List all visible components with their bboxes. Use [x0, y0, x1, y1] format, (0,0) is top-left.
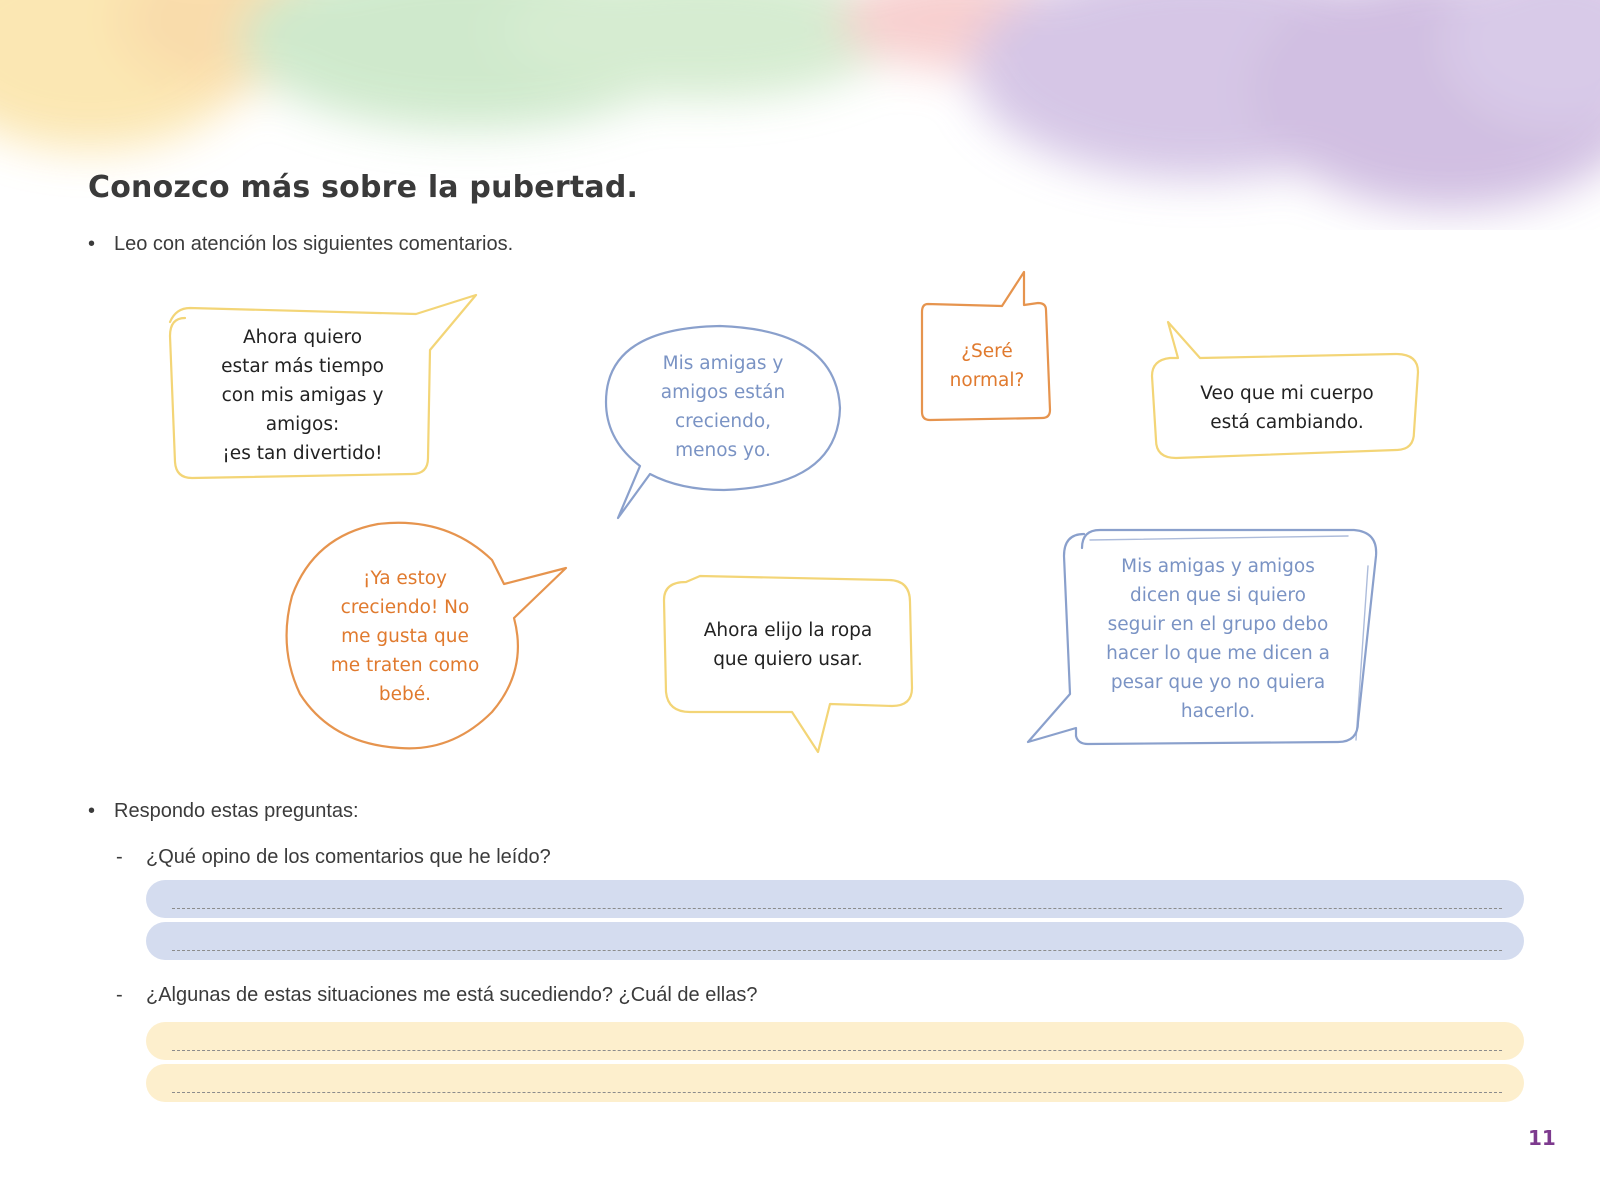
comment-line: creciendo, — [674, 411, 772, 432]
comment-bubble-1 — [180, 318, 425, 473]
comment-line: hacer lo que me dicen a — [1106, 643, 1330, 664]
comment-line: Mis amigas y amigos — [1121, 556, 1315, 577]
bullet-dot: • — [88, 800, 96, 822]
comment-line: está cambiando. — [1210, 412, 1364, 433]
comment-line: estar más tiempo — [221, 356, 384, 377]
comment-bubble-2 — [616, 340, 830, 474]
instruction-read-text: Leo con atención los siguientes comentarios. — [114, 233, 514, 255]
comment-line: bebé. — [378, 683, 432, 705]
comment-line: dicen que si quiero — [1130, 585, 1306, 606]
question-2 — [116, 984, 757, 1007]
question-1-text: ¿Qué opino de los comentarios que he leído? — [146, 846, 551, 868]
comment-line: hacerlo. — [1180, 701, 1256, 722]
question-1 — [116, 846, 551, 869]
comment-line: me gusta que — [341, 625, 469, 647]
comment-line: que quiero usar. — [713, 649, 863, 670]
comment-bubble-5 — [300, 552, 510, 720]
question-dash: - — [116, 846, 123, 868]
comment-line: amigos están — [660, 382, 786, 403]
answer-line-1a[interactable] — [146, 880, 1524, 918]
comment-line: ¿Seré — [961, 341, 1013, 362]
bullet-dot: • — [88, 233, 96, 255]
comment-line: normal? — [949, 370, 1025, 391]
comment-line: Mis amigas y — [662, 353, 784, 374]
page-title: Conozco más sobre la pubertad. — [88, 170, 639, 205]
page-number: 11 — [1528, 1126, 1556, 1150]
comment-line: amigos: — [265, 414, 340, 435]
question-2-text: ¿Algunas de estas situaciones me está sucediendo? ¿Cuál de ellas? — [146, 984, 758, 1006]
comment-bubble-6 — [670, 590, 906, 700]
comment-line: con mis amigas y — [221, 385, 384, 406]
answer-line-2b[interactable] — [146, 1064, 1524, 1102]
comment-line: menos yo. — [675, 440, 771, 461]
comment-line: pesar que yo no quiera — [1110, 672, 1326, 693]
comment-line: Ahora quiero — [242, 327, 363, 348]
instruction-answer-text: Respondo estas preguntas: — [114, 800, 359, 822]
answer-dashed-rule — [172, 908, 1502, 909]
comment-line: creciendo! No — [340, 596, 470, 618]
answer-dashed-rule — [172, 1092, 1502, 1093]
comment-bubble-4 — [1160, 366, 1414, 450]
question-dash: - — [116, 984, 123, 1006]
comment-bubble-7 — [1076, 546, 1360, 732]
answer-dashed-rule — [172, 1050, 1502, 1051]
comment-line: ¡es tan divertido! — [222, 443, 383, 464]
comment-bubble-3 — [926, 318, 1048, 414]
comment-line: ¡Ya estoy — [363, 567, 447, 589]
instruction-answer — [88, 800, 359, 823]
answer-dashed-rule — [172, 950, 1502, 951]
comment-line: me traten como — [330, 654, 480, 676]
answer-line-2a[interactable] — [146, 1022, 1524, 1060]
comment-line: Ahora elijo la ropa — [703, 620, 873, 641]
answer-line-1b[interactable] — [146, 922, 1524, 960]
comment-line: Veo que mi cuerpo — [1200, 383, 1374, 404]
comment-line: seguir en el grupo debo — [1107, 614, 1329, 635]
